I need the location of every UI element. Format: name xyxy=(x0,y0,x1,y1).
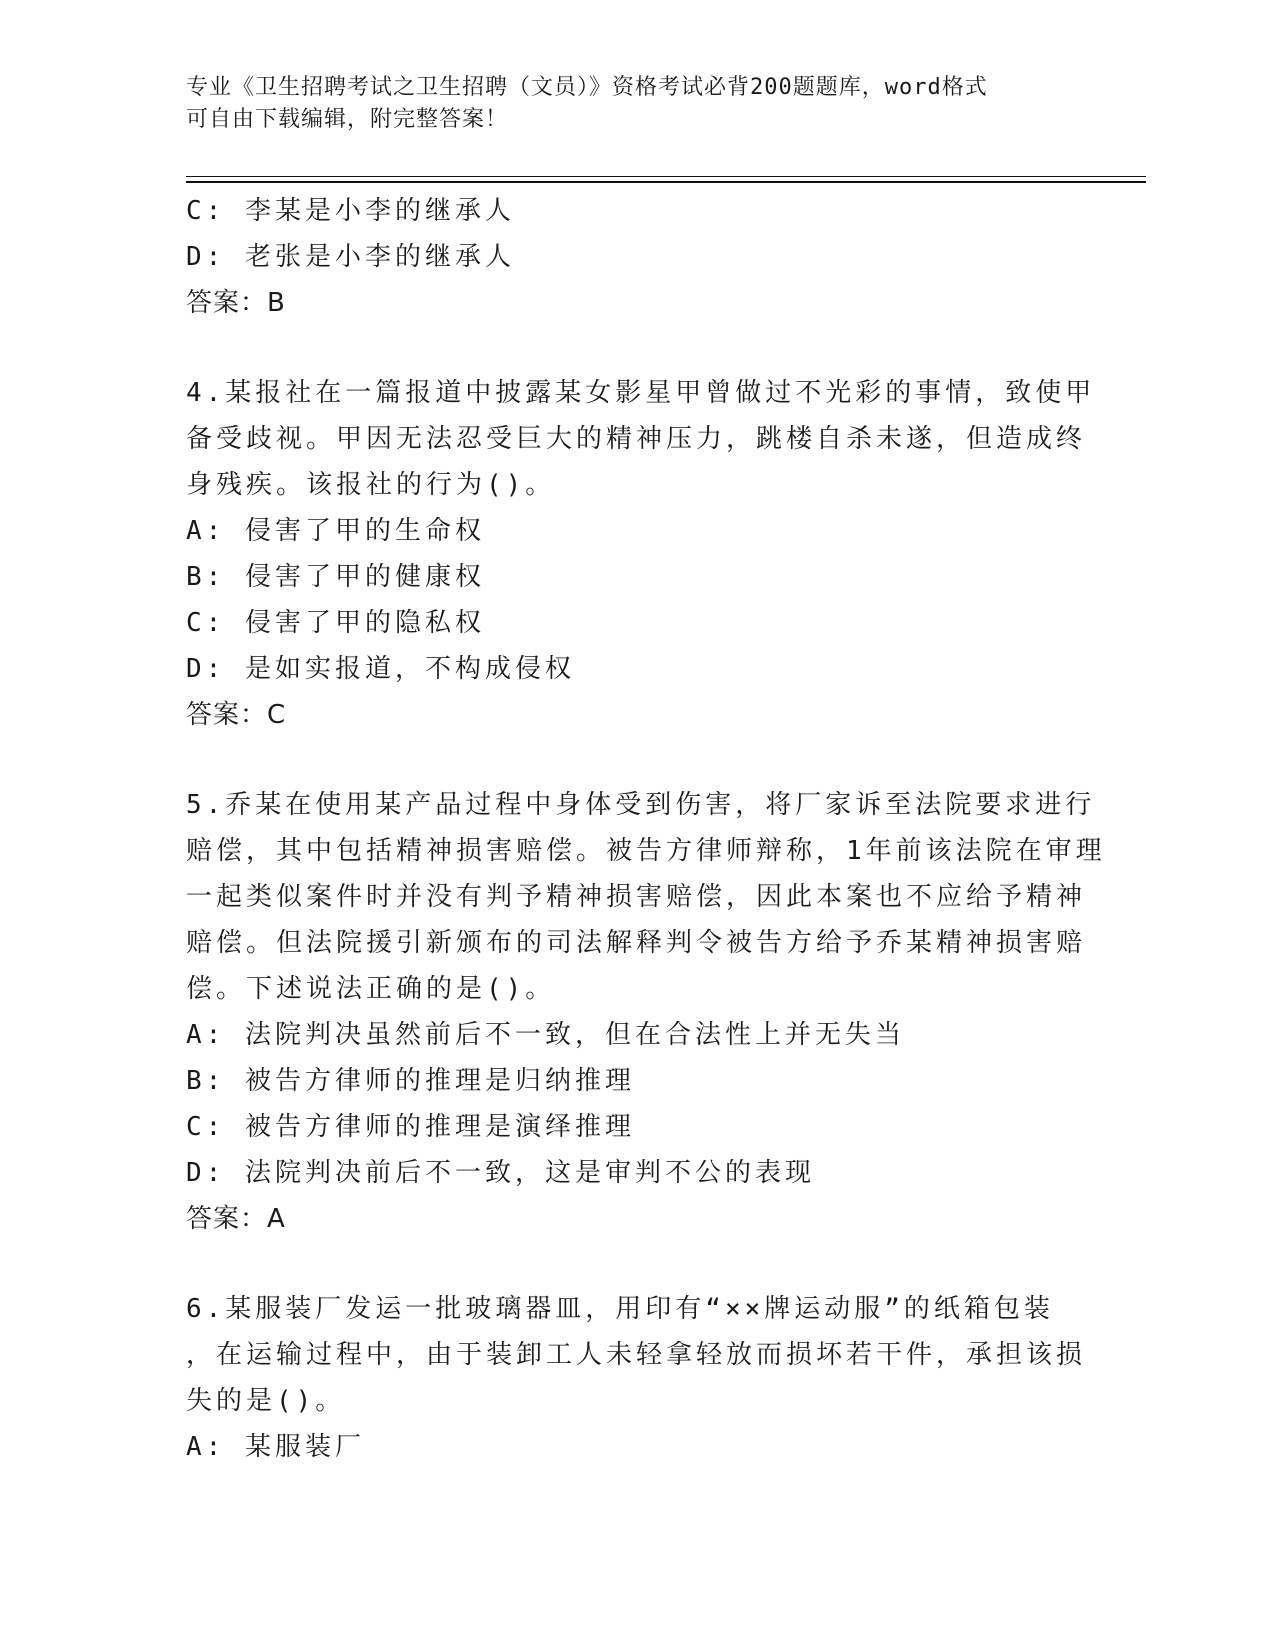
option-b: B: 侵害了甲的健康权 xyxy=(186,562,485,592)
header-title-line-2: 可自由下载编辑，附完整答案！ xyxy=(186,107,509,132)
header-divider-thin xyxy=(186,176,1146,177)
option-c: C: 侵害了甲的隐私权 xyxy=(186,608,485,638)
question-stem-line: 6.某服装厂发运一批玻璃器皿，用印有“××牌运动服”的纸箱包装 xyxy=(186,1294,1054,1324)
question-4 xyxy=(186,370,1096,738)
answer-label: 答案：C xyxy=(186,700,287,730)
question-stem-line: 身残疾。该报社的行为()。 xyxy=(186,470,556,500)
answer-label: 答案：A xyxy=(186,1204,286,1234)
spacer xyxy=(186,326,1086,370)
spacer xyxy=(186,738,1086,782)
question-stem-line: 5.乔某在使用某产品过程中身体受到伤害，将厂家诉至法院要求进行 xyxy=(186,790,1096,820)
option-d: D: 法院判决前后不一致，这是审判不公的表现 xyxy=(186,1158,815,1188)
question-stem-line: 失的是()。 xyxy=(186,1386,346,1416)
header-divider-thick xyxy=(186,181,1146,183)
option-d: D: 老张是小李的继承人 xyxy=(186,242,515,272)
question-stem-line: 一起类似案件时并没有判予精神损害赔偿，因此本案也不应给予精神 xyxy=(186,882,1087,912)
document-header xyxy=(186,72,1086,136)
spacer xyxy=(186,1242,1086,1286)
answer-label: 答案：B xyxy=(186,288,286,318)
question-6 xyxy=(186,1286,1086,1470)
question-stem-line: 备受歧视。甲因无法忍受巨大的精神压力，跳楼自杀未遂，但造成终 xyxy=(186,424,1087,454)
option-c: C: 李某是小李的继承人 xyxy=(186,196,515,226)
option-a: A: 某服装厂 xyxy=(186,1432,365,1462)
header-title-line-1: 专业《卫生招聘考试之卫生招聘（文员）》资格考试必背200题题库，word格式 xyxy=(186,75,988,100)
question-stem-line: ，在运输过程中，由于装卸工人未轻拿轻放而损坏若干件，承担该损 xyxy=(186,1340,1087,1370)
option-d: D: 是如实报道，不构成侵权 xyxy=(186,654,575,684)
question-stem-line: 偿。下述说法正确的是()。 xyxy=(186,974,556,1004)
question-3-tail xyxy=(186,188,1086,326)
option-a: A: 法院判决虽然前后不一致，但在合法性上并无失当 xyxy=(186,1020,905,1050)
question-stem-line: 赔偿。但法院援引新颁布的司法解释判令被告方给予乔某精神损害赔 xyxy=(186,928,1087,958)
question-list xyxy=(186,188,1106,1470)
question-5 xyxy=(186,782,1106,1242)
question-stem-line: 4.某报社在一篇报道中披露某女影星甲曾做过不光彩的事情，致使甲 xyxy=(186,378,1096,408)
option-a: A: 侵害了甲的生命权 xyxy=(186,516,485,546)
question-stem-line: 赔偿，其中包括精神损害赔偿。被告方律师辩称，1年前该法院在审理 xyxy=(186,836,1106,866)
option-b: B: 被告方律师的推理是归纳推理 xyxy=(186,1066,635,1096)
option-c: C: 被告方律师的推理是演绎推理 xyxy=(186,1112,635,1142)
